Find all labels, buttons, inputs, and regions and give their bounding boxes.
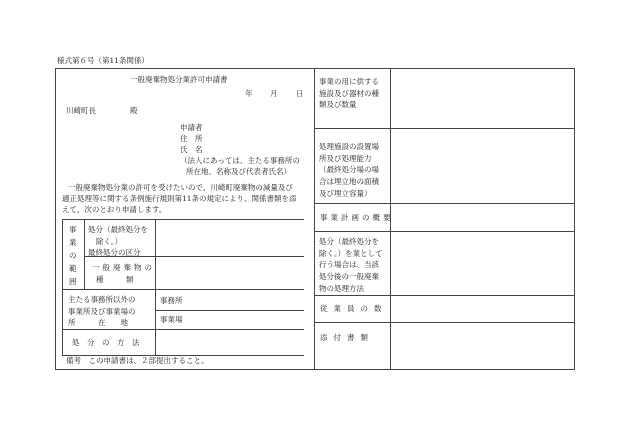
facilities-label <box>319 76 379 111</box>
right-table-row-divider-4 <box>314 295 575 296</box>
other-office-line3: 所 在 地 <box>68 318 128 328</box>
post-disposal-line5: 物の処理方法 <box>319 283 364 293</box>
treatment-facility-line5: 及び埋立容量） <box>319 188 372 198</box>
waste-type-line1: 一般廃棄物の <box>92 263 155 272</box>
body-text-line1: 一般廃棄物処分業の許可を受けたいので、川崎町廃棄物の減量及び <box>68 183 293 192</box>
post-disposal-method-label <box>319 236 383 294</box>
addressee-name: 川崎町長 <box>66 106 96 115</box>
disposal-category-line2: 除く。） <box>96 236 123 246</box>
addressee-suffix: 殿 <box>130 106 138 115</box>
employee-count-label: 従業員の数 <box>320 304 388 313</box>
facilities-line3: 類及び数量 <box>319 100 357 110</box>
business-plan-label: 事業計画の概要 <box>320 213 394 222</box>
applicant-name: 氏 名 <box>180 145 203 154</box>
left-table-top-border <box>62 219 304 220</box>
post-disposal-line1: 処分（最終処分を <box>319 237 379 246</box>
scope-char-1: 事 <box>69 225 77 234</box>
right-table-row-divider-3 <box>314 231 575 232</box>
disposal-method-label: 処 分 の 方 法 <box>72 338 140 347</box>
other-office-location-label <box>68 294 136 329</box>
business-site-sub-label: 事業場 <box>160 315 183 324</box>
left-table-row-divider-2 <box>62 289 304 290</box>
scope-group-label <box>69 223 77 288</box>
date-day: 日 <box>296 89 304 98</box>
treatment-facility-line3: （最終処分場の場 <box>319 165 379 175</box>
applicant-note-line1: （法人にあっては、主たる事務所の <box>180 156 300 165</box>
applicant-address: 住 所 <box>180 134 203 143</box>
facilities-line1: 事業の用に供する <box>319 77 379 86</box>
treatment-facility-line2: 所及び処理能力 <box>319 153 372 163</box>
panel-divider <box>314 68 315 370</box>
office-sub-label: 事務所 <box>160 296 183 305</box>
remarks-note: 備考 この申請書は、２部提出すること。 <box>66 356 209 365</box>
left-table-left-border <box>62 219 63 356</box>
form-title: 一般廃棄物処分業許可申請書 <box>130 75 228 84</box>
scope-char-2: 業 <box>69 238 77 247</box>
date-year: 年 <box>245 89 253 98</box>
waste-type-label <box>92 262 155 285</box>
right-table-row-divider-2 <box>314 203 575 204</box>
right-table-row-divider-5 <box>314 322 575 323</box>
scope-char-3: の <box>69 251 77 260</box>
disposal-category-label <box>88 224 148 259</box>
post-disposal-line2: 除く。）を業として <box>319 248 383 258</box>
right-table-row-divider-1 <box>314 128 575 129</box>
form-label: 様式第６号（第11条関係） <box>57 56 150 65</box>
attached-documents-label: 添付書類 <box>320 333 374 342</box>
scope-char-4: 範 <box>69 264 77 273</box>
body-text-line3: えて、次のとおり申請します。 <box>62 205 167 214</box>
applicant-note-line2: 所在地、名称及び代表者氏名） <box>186 167 291 176</box>
left-table-sub-divider <box>155 310 304 311</box>
post-disposal-line3: 行う場合は、当該 <box>319 260 379 270</box>
applicant-label: 申請者 <box>180 123 203 132</box>
body-text-line2: 適正処理等に関する条例施行規則第11条の規定により、関係書類を添 <box>62 194 297 203</box>
post-disposal-line4: 処分後の一般廃棄 <box>319 271 379 281</box>
disposal-category-line1: 処分（最終処分を <box>88 225 148 234</box>
left-table-group-divider <box>84 219 85 289</box>
left-table-label-divider <box>155 219 156 356</box>
facilities-line2: 施設及び器材の種 <box>319 88 379 98</box>
other-office-line2: 事業所及び事業場の <box>68 306 136 316</box>
treatment-facility-line4: 合は埋立地の面積 <box>319 176 379 186</box>
disposal-category-line3: 最終処分の区分 <box>88 248 141 258</box>
other-office-line1: 主たる事務所以外の <box>68 295 136 304</box>
waste-type-line2: 種 類 <box>96 274 134 284</box>
left-table-row-divider-3 <box>62 329 304 330</box>
date-month: 月 <box>270 89 278 98</box>
treatment-facility-label <box>319 141 379 199</box>
treatment-facility-line1: 処理施設の設置場 <box>319 142 379 151</box>
scope-char-5: 囲 <box>69 277 77 286</box>
